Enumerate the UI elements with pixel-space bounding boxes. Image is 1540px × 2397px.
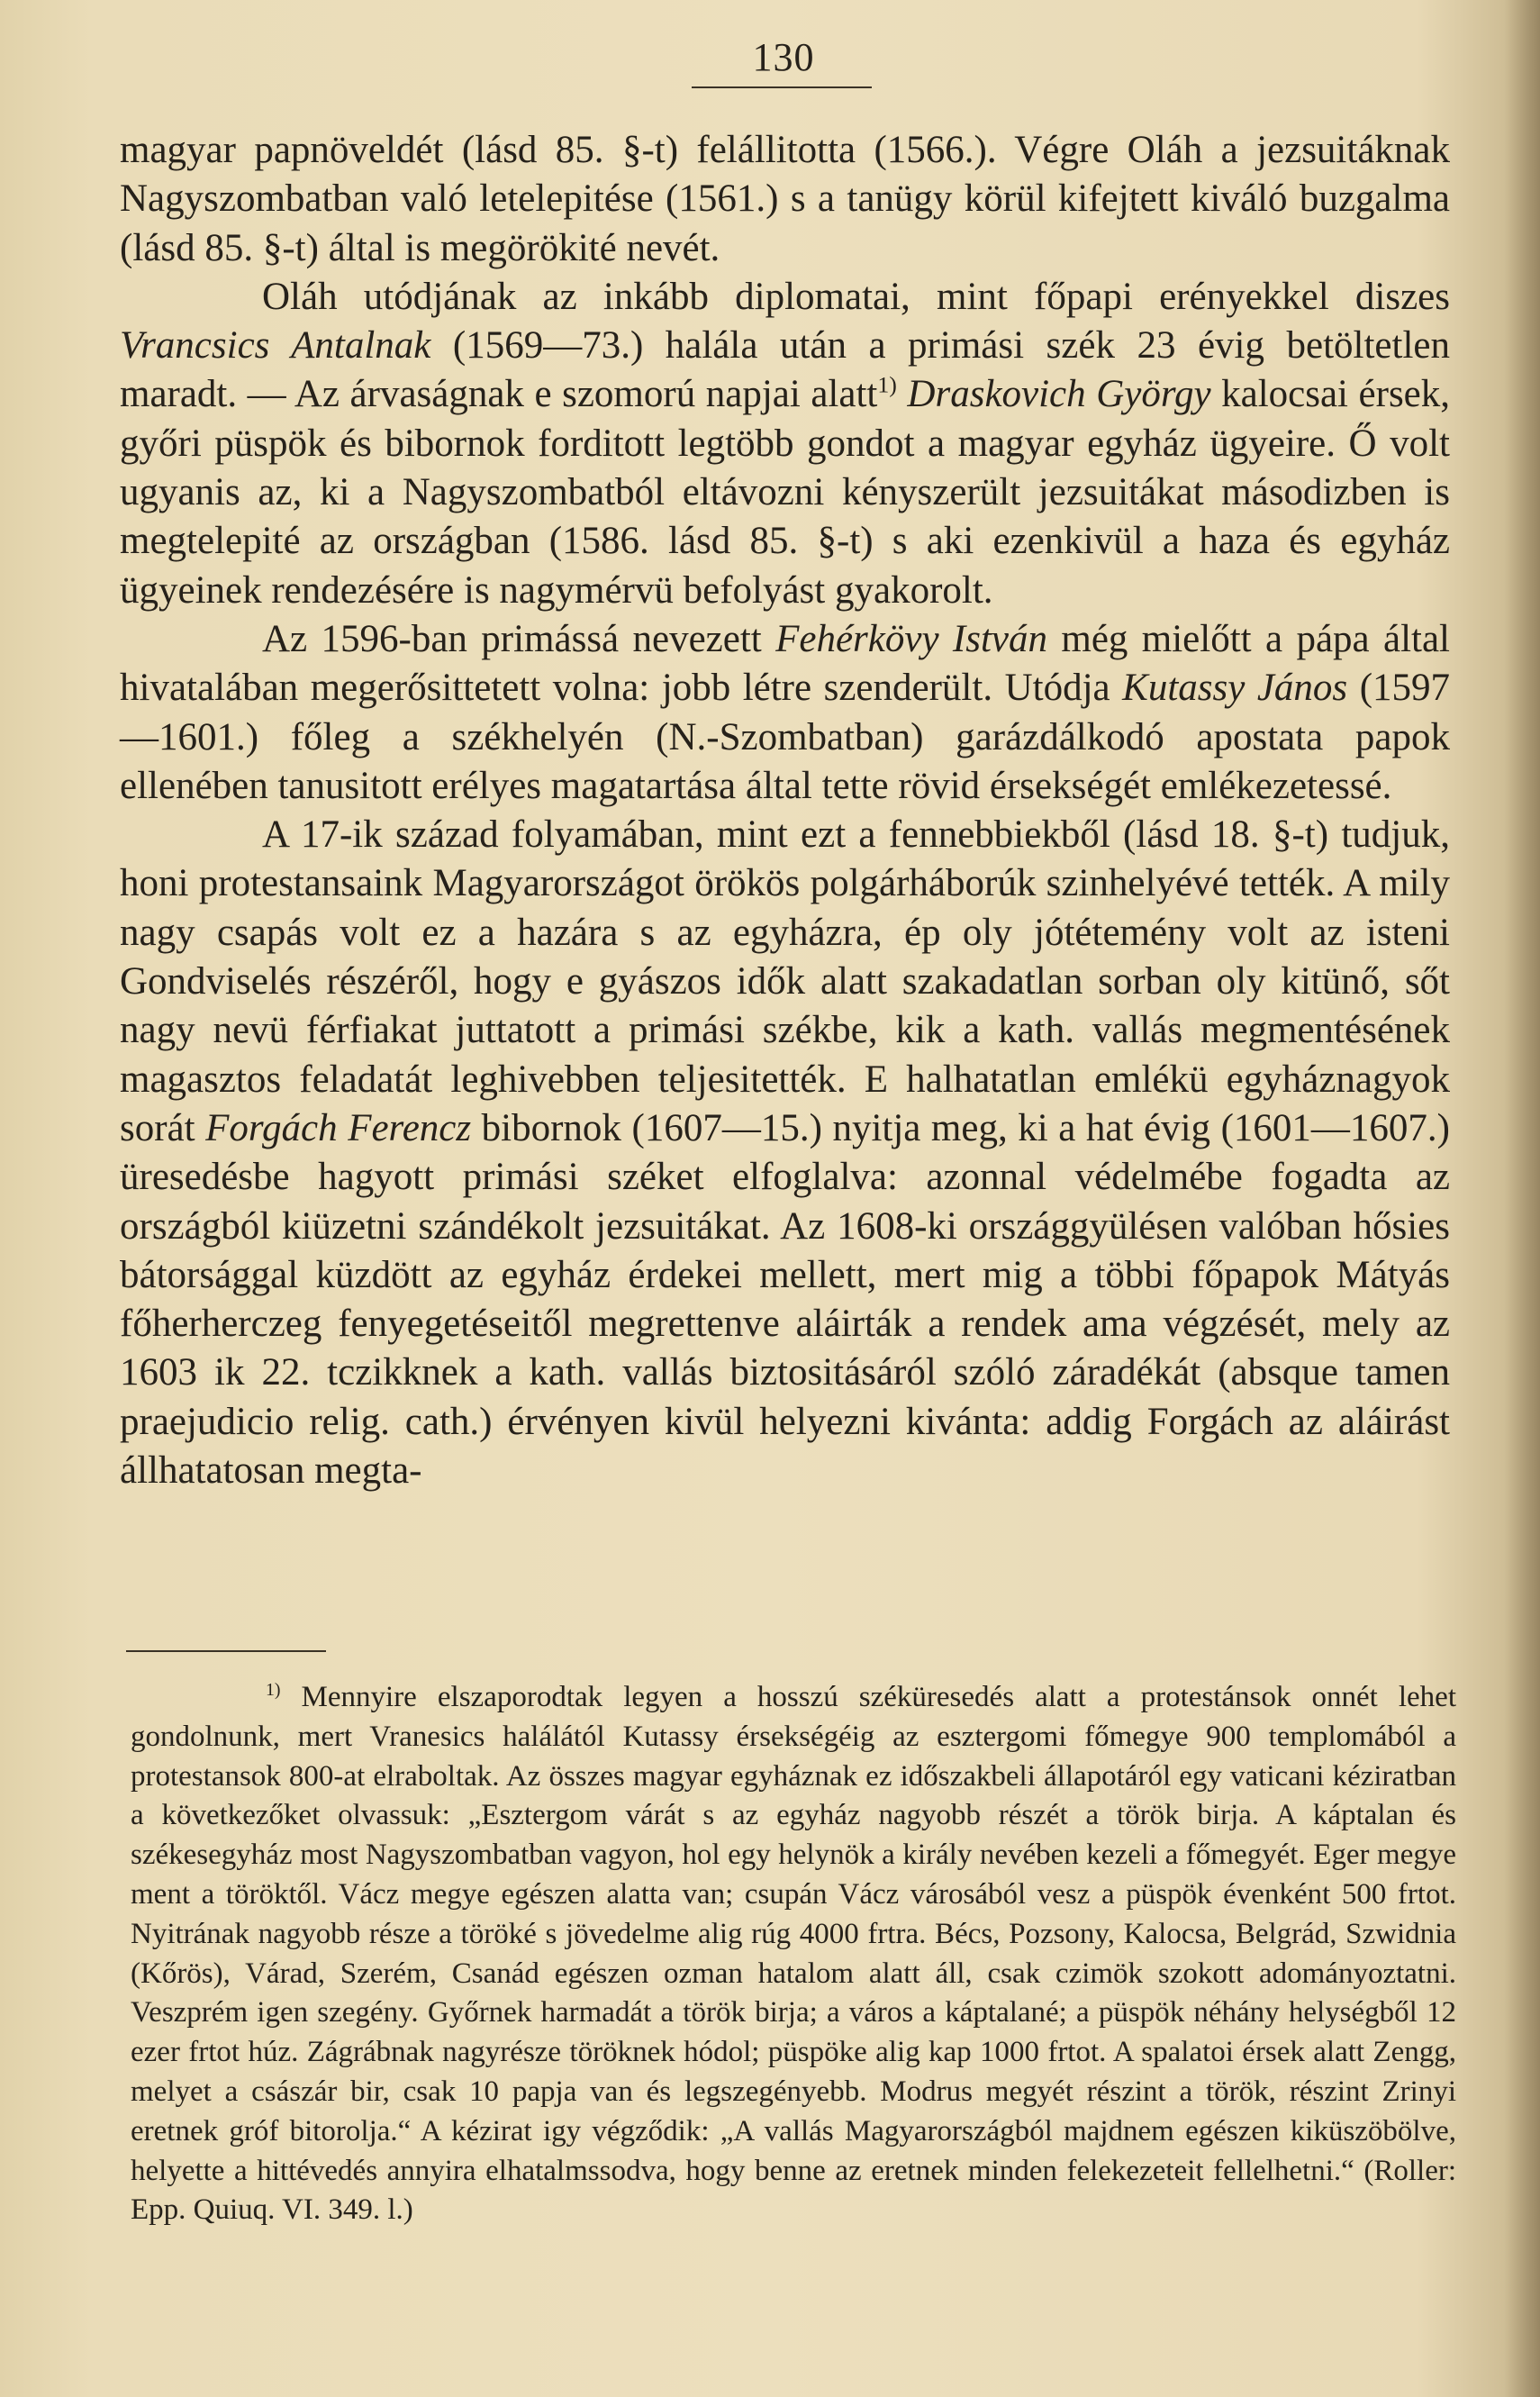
italic-name: Vrancsics Antalnak	[120, 324, 431, 368]
text-run	[897, 373, 908, 415]
paragraph	[120, 273, 1450, 615]
footnote	[131, 1678, 1456, 2230]
text-run: kalocsai érsek, győri püspök és bibornok forditott legtöbb gondot a magyar egyház ügyeire. Ő volt ugyanis az, ki a Nagyszombatból eltávozni kényszerült jezsuitákat másodizben is megtelepité az országban (1586. lásd 85. §-t) s aki ezenkivül a haza és egyház ügyeinek rendezésére is nagymérvü befolyást gyakorolt.	[120, 373, 1451, 612]
text-run: még mielőtt a pápa által hivatalában megerősittetett volna: jobb létre szenderült. Utódja	[120, 617, 1450, 710]
footnote-rule	[126, 1650, 326, 1652]
text-run: (1569—73.) halála után a primási szék 23 évig betöltetlen maradt. — Az árvaságnak e szomorú napjai alatt	[120, 324, 1450, 416]
main-text	[120, 126, 1450, 1495]
footnote-text: Mennyire elszaporodtak legyen a hosszú széküresedés alatt a protestánsok onnét lehet gondolnunk, mert Vranesics halálától Kutassy érsekségéig az esztergomi főmegye 900 templomából a protestansok 800-at elraboltak. Az összes magyar egyháznak ez időszakbeli állapotáról egy vaticani kéziratban a következőket olvassuk: „Esztergom várát s az egyház nagyobb részét a török birja. A káptalan és székesegyház most Nagyszombatban vagyon, hol egy helynök a király nevében kezeli a főmegyét. Eger megye ment a töröktől. Vácz megye egészen alatta van; csupán Vácz városából vesz a püspök évenként 500 frtot. Nyitrának nagyobb része a töröké s jövedelme alig rúg 4000 frtra. Bécs, Pozsony, Kalocsa, Belgrád, Szwidnia (Kőrös), Várad, Szerém, Csanád egészen ozman hatalom alatt áll, csak czimök szokott adományoztatni. Veszprém igen szegény. Győrnek harmadát a török birja; a város a káptalané; a püspök néhány helységből 12 ezer frtot húz. Zágrábnak nagyrésze töröknek hódol; püspöke alig kap 1000 frtot. A spalatoi érsek alatt Zengg, melyet a császár bir, csak 10 papja van és legszegényebb. Modrus megyét részint a török, részint Zrinyi eretnek gróf bitorolja.“ A kézirat igy végződik: „A vallás Magyarországból majdnem egészen kiküszöbölve, helyette a hittévedés annyira elhatalmssodva, hogy benne az eretnek minden felekezeteit fellelhetni.“ (Roller: Epp. Quiuq. VI. 349. l.)	[131, 1681, 1456, 2227]
paragraph	[120, 615, 1450, 811]
italic-name: Forgách Ferencz	[205, 1106, 472, 1149]
text-run: Oláh utódjának az inkább diplomatai, mint főpapi erényekkel diszes	[262, 275, 1450, 318]
header-rule	[692, 86, 872, 88]
text-run: (1597—1601.) főleg a székhelyén (N.-Szombatban) garázdálkodó apostata papok ellenében tanusitott erélyes magatartása által tette rövid érsekségét emlékezetessé.	[120, 667, 1451, 807]
paragraph	[120, 126, 1450, 273]
italic-name: Fehérkövy István	[775, 617, 1048, 660]
page-edge-shadow	[1504, 0, 1540, 2397]
text-run: magyar papnöveldét (lásd 85. §-t) felállitotta (1566.). Végre Oláh a jezsuitáknak Nagyszombatban való letelepitése (1561.) s a tanügy körül kifejtett kiváló buzgalma (lásd 85. §-t) által is megörökité nevét.	[120, 129, 1450, 269]
page-number: 130	[752, 35, 815, 79]
footnote-reference: 1)	[877, 372, 897, 399]
text-run: Az 1596-ban primássá nevezett	[262, 617, 776, 660]
text-run: bibornok (1607—15.) nyitja meg, ki a hat évig (1601—1607.) üresedésbe hagyott primási széket elfoglalva: azonnal védelmébe fogadta az országból kiüzetni szándékolt jezsuitákat. Az 1608-ki országgyülésen valóban hősies bátorsággal küzdött az egyház érdekei mellett, mert mig a többi főpapok Mátyás főherherczeg fenyegetéseitől megrettenve aláirták a rendek ama végzését, mely az 1603 ik 22. tczikknek a kath. vallás biztositásáról szóló záradékát (absque tamen praejudicio relig. cath.) érvényen kivül helyezni kivánta: addig Forgách az aláirást állhatatosan megta-	[120, 1106, 1450, 1493]
text-run: A 17-ik század folyamában, mint ezt a fennebbiekből (lásd 18. §-t) tudjuk, honi protestansaink Magyarországot örökös polgárháborúk szinhelyévé tették. A mily nagy csapás volt ez a hazára s az egyházra, ép oly jótétemény volt az isteni Gondviselés részéről, hogy e gyászos idők alatt szakadatlan sorban oly kitünő, sőt nagy nevü férfiakat juttatott a primási székbe, kik a kath. vallás megmentésének magasztos feladatát leghivebben teljesitették. E halhatatlan emlékü egyháznagyok sorát	[120, 813, 1450, 1149]
paragraph	[120, 811, 1450, 1495]
italic-name: Draskovich György	[907, 373, 1211, 416]
italic-name: Kutassy János	[1122, 667, 1348, 710]
footnote-marker: 1)	[266, 1680, 281, 1700]
